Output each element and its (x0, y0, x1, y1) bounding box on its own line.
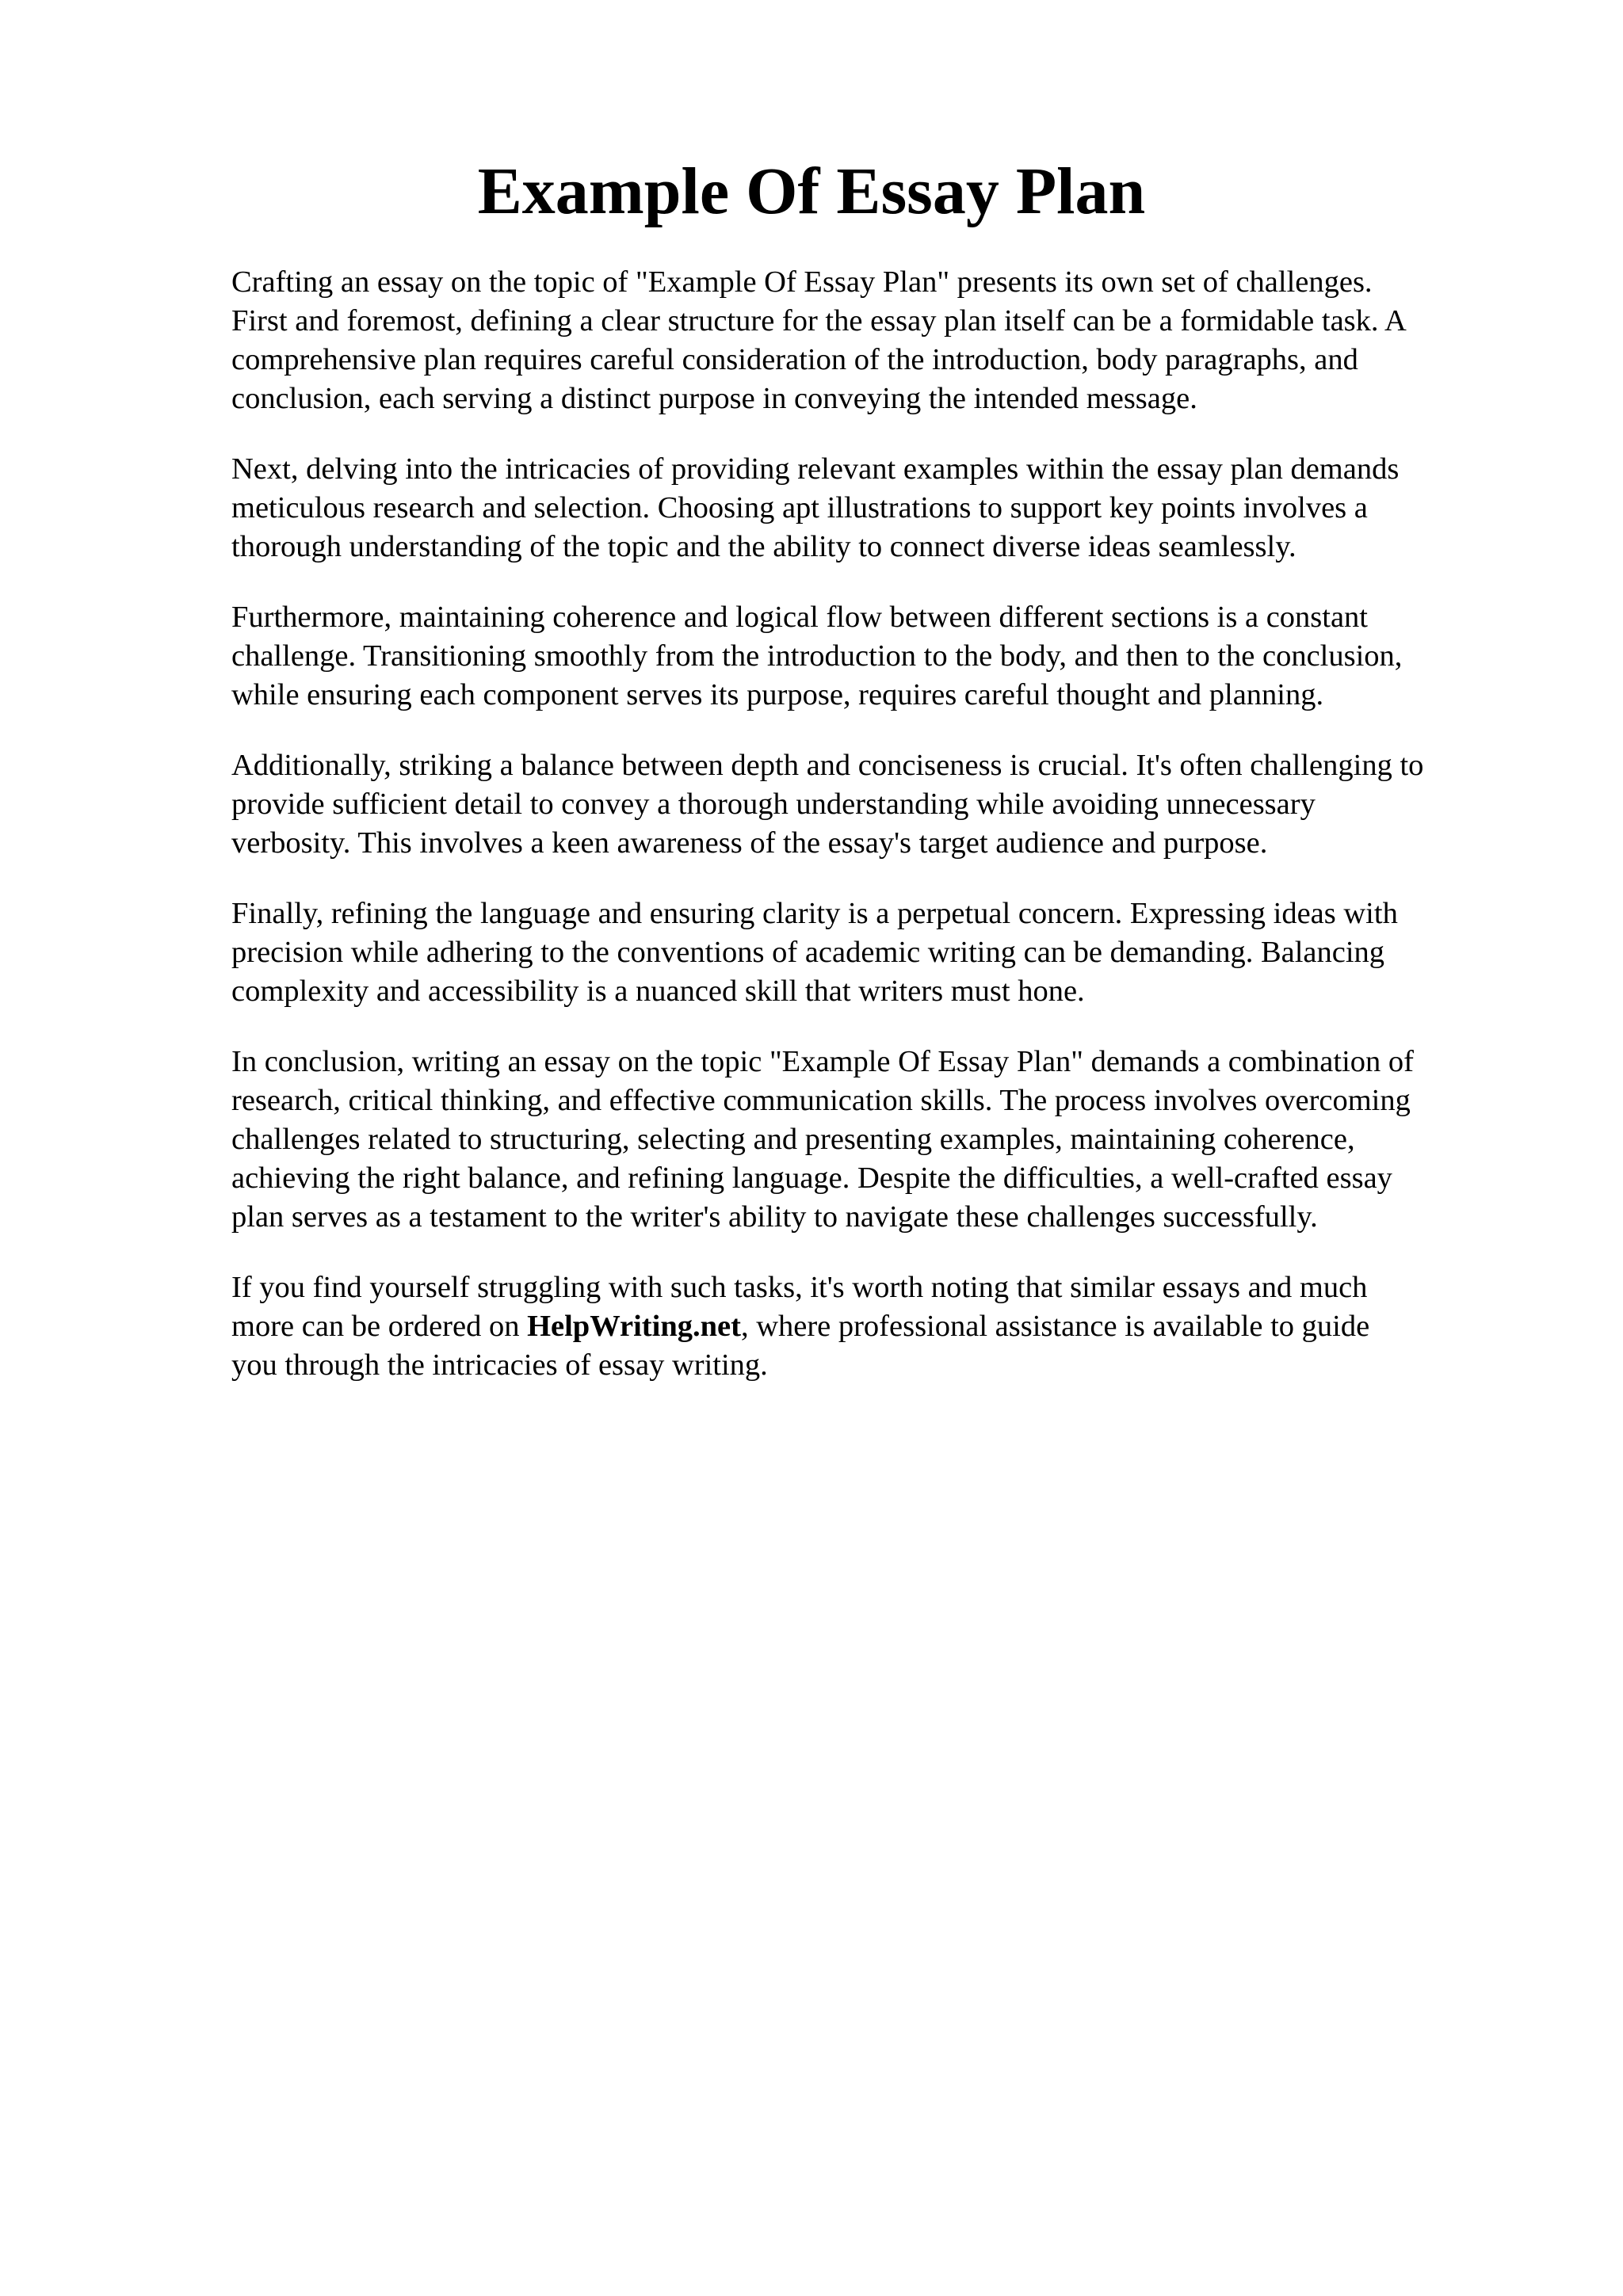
paragraph-line: If you find yourself struggling with such tasks, it's worth noting that similar essays and much (231, 1271, 1368, 1304)
paragraph-line: achieving the right balance, and refining language. Despite the difficulties, a well-crafted essay (231, 1161, 1392, 1195)
paragraph-line (231, 1307, 1531, 1346)
paragraph-line: thorough understanding of the topic and the ability to connect diverse ideas seamlessly. (231, 530, 1296, 563)
paragraph-line: while ensuring each component serves its purpose, requires careful thought and planning. (231, 678, 1324, 711)
paragraph-line: First and foremost, defining a clear structure for the essay plan itself can be a formidable task. A (231, 304, 1407, 338)
paragraph-line: precision while adhering to the conventions of academic writing can be demanding. Balancing (231, 936, 1385, 969)
paragraph-4 (231, 746, 1531, 863)
paragraph-2 (231, 450, 1531, 566)
paragraph-line: complexity and accessibility is a nuanced skill that writers must hone. (231, 974, 1085, 1008)
paragraph-line: challenge. Transitioning smoothly from the introduction to the body, and then to the conclusion, (231, 639, 1403, 673)
paragraph-line: verbosity. This involves a keen awareness of the essay's target audience and purpose. (231, 826, 1268, 860)
document-title: Example Of Essay Plan (477, 154, 1146, 228)
paragraph-line: Finally, refining the language and ensuring clarity is a perpetual concern. Expressing ideas with (231, 897, 1398, 930)
document-body (231, 263, 1531, 1417)
paragraph-line: Crafting an essay on the topic of "Example Of Essay Plan" presents its own set of challenges. (231, 265, 1373, 299)
paragraph-line: provide sufficient detail to convey a thorough understanding while avoiding unnecessary (231, 788, 1316, 821)
closing-text-after-link: , where professional assistance is available to guide (740, 1310, 1370, 1343)
paragraph-line: meticulous research and selection. Choosing apt illustrations to support key points involves a (231, 491, 1368, 524)
paragraph-line: conclusion, each serving a distinct purpose in conveying the intended message. (231, 382, 1197, 415)
paragraph-line: Next, delving into the intricacies of providing relevant examples within the essay plan demands (231, 452, 1400, 486)
paragraph-line: plan serves as a testament to the writer's ability to navigate these challenges successfully. (231, 1200, 1318, 1234)
closing-paragraph (231, 1268, 1531, 1385)
helpwriting-link[interactable]: HelpWriting.net (527, 1310, 741, 1343)
paragraph-line: Additionally, striking a balance between depth and conciseness is crucial. It's often challenging to (231, 749, 1424, 782)
paragraph-3 (231, 598, 1531, 715)
paragraph-line: Furthermore, maintaining coherence and logical flow between different sections is a constant (231, 601, 1368, 634)
paragraph-line: research, critical thinking, and effective communication skills. The process involves overcoming (231, 1084, 1411, 1117)
paragraph-5 (231, 894, 1531, 1011)
paragraph-line: challenges related to structuring, selecting and presenting examples, maintaining coherence, (231, 1123, 1355, 1156)
paragraph-6 (231, 1043, 1531, 1237)
paragraph-line: comprehensive plan requires careful consideration of the introduction, body paragraphs, and (231, 343, 1358, 376)
paragraph-1 (231, 263, 1531, 418)
paragraph-line: you through the intricacies of essay writing. (231, 1348, 768, 1382)
paragraph-line: In conclusion, writing an essay on the topic "Example Of Essay Plan" demands a combination of (231, 1045, 1414, 1078)
closing-text-before-link: more can be ordered on (231, 1310, 528, 1343)
